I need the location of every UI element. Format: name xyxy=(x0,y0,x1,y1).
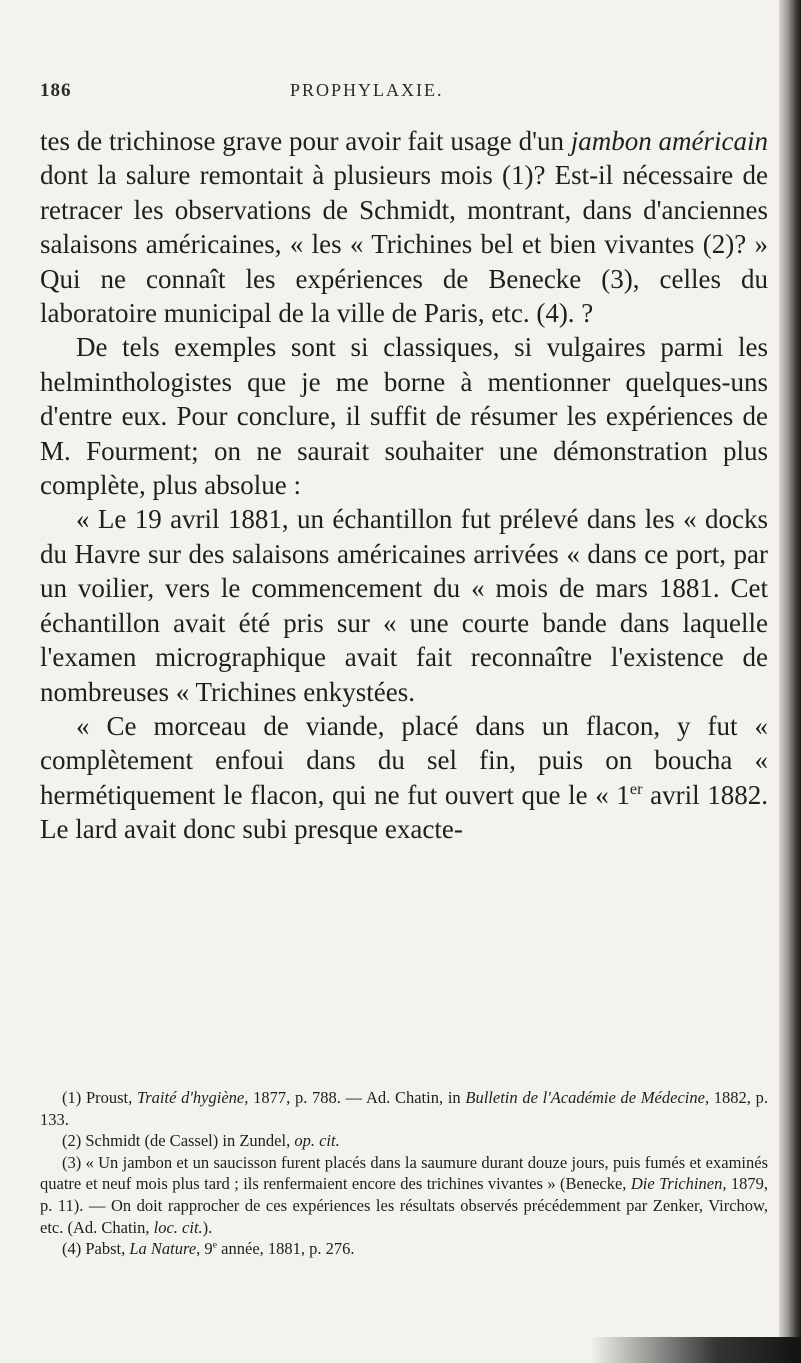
footnote-3-text: ). xyxy=(202,1217,213,1237)
quote-2-line: « 1 xyxy=(595,779,630,810)
paragraph-1-italic: jambon américain xyxy=(570,126,768,156)
footnote-1-title: Traité d'hygiène xyxy=(137,1088,245,1107)
superscript: e xyxy=(212,1239,218,1251)
footnote-4-text: année, 1881, p. 276. xyxy=(217,1239,355,1259)
body-text xyxy=(40,124,768,847)
quote-2 xyxy=(40,709,768,847)
page-edge-shadow xyxy=(779,0,801,1363)
footnote-2-title: op. cit. xyxy=(294,1131,340,1151)
paragraph-1-text-b: dont la salure remontait à plusieurs mois (1)? Est-il nécessaire de retracer les observations de Schmidt, montrant, dans d'anciennes salaisons américaines, « les « Trichines bel et bien vivantes (2)? » Qui ne connaît les expériences de Benecke (3), celles du laboratoire municipal de la ville de Paris, etc. (4). ? xyxy=(40,160,768,329)
footnote-3-title: loc. cit. xyxy=(153,1217,203,1237)
running-head: PROPHYLAXIE. xyxy=(290,80,444,100)
quote-1-line: « Le 19 avril 1881, un échantillon fut prélevé dans les xyxy=(76,504,675,535)
footnote-4-text: , 9 xyxy=(196,1239,213,1259)
footnote-4 xyxy=(40,1238,768,1260)
quote-2-line: « Ce morceau de viande, placé dans un flacon, y fut xyxy=(76,710,738,741)
quote-1-line: « docks du Havre sur des salaisons américaines arrivées xyxy=(40,504,768,569)
footnote-3-title: Die Trichinen xyxy=(630,1174,723,1194)
quote-2-line: « hermétiquement le flacon, qui ne fut ouvert que le xyxy=(40,745,769,810)
paragraph-2: De tels exemples sont si classiques, si vulgaires parmi les helminthologistes que je me borne à mentionner quelques-uns d'entre eux. Pour conclure, il suffit de résumer les expériences de M. Fourment; on ne saurait souhaiter une démonstration plus complète, plus absolue : xyxy=(40,332,768,501)
quote-2-line: avril 1882. Le lard avait donc subi presque exacte- xyxy=(40,779,768,845)
footnote-4-text: (4) Pabst, xyxy=(62,1239,130,1259)
quote-1-line: « mois de mars 1881. Cet échantillon avait été pris sur xyxy=(40,573,768,638)
paragraph-1 xyxy=(40,124,768,330)
scan-edge-shadow xyxy=(590,1337,801,1363)
quote-1-line: « dans ce port, par un voilier, vers le commencement du xyxy=(40,538,768,604)
footnote-2-text: (2) Schmidt (de Cassel) in Zundel, xyxy=(62,1131,295,1151)
footnote-2 xyxy=(40,1130,768,1152)
quote-1 xyxy=(40,502,768,708)
quote-2-line: « complètement enfoui dans du sel fin, puis on boucha xyxy=(40,710,769,776)
page-number: 186 xyxy=(40,80,72,101)
footnote-1-text: , 1882, p. 133. xyxy=(40,1088,769,1129)
paragraph-1-text-a: tes de trichinose grave pour avoir fait usage d'un xyxy=(40,126,571,156)
footnote-4-title: La Nature xyxy=(129,1239,197,1259)
footnote-1-title: Bulletin de l'Académie de Médecine xyxy=(465,1088,705,1107)
footnotes xyxy=(40,1087,768,1260)
footnote-3-text: , 1879, p. 11). — On doit rapprocher de ces expériences les résultats observés précédemment par Zenker, Virchow, etc. (Ad. Chatin, xyxy=(40,1174,769,1237)
page-header xyxy=(40,80,780,110)
quote-1-line: « une courte bande dans laquelle l'examen micrographique avait fait reconnaître l'existence de nombreuses xyxy=(40,607,768,707)
footnote-3 xyxy=(40,1152,768,1238)
quote-1-line: « Trichines enkystées. xyxy=(175,676,415,707)
footnote-1-text: (1) Proust, xyxy=(62,1088,137,1107)
footnote-1-text: , 1877, p. 788. — Ad. Chatin, in xyxy=(244,1088,466,1107)
footnote-3-text: (3) « Un jambon et un saucisson furent placés dans la saumure durant douze jours, puis fumés et examinés quatre et neuf mois plus tard ; ils renfermaient encore des trichines vivantes » (Benecke, xyxy=(40,1152,768,1194)
superscript: er xyxy=(629,779,643,798)
footnote-1 xyxy=(40,1087,768,1130)
